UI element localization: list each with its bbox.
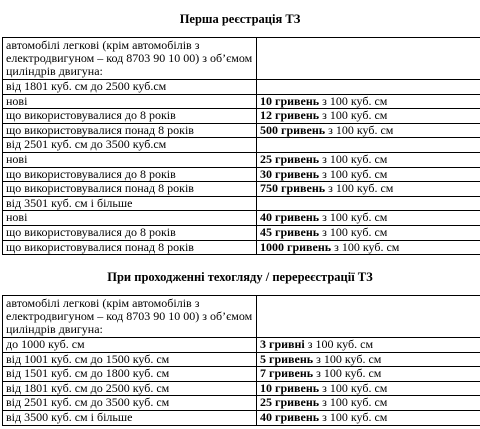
table-row [3, 381, 480, 396]
rate-amount: 5 гривень [260, 352, 314, 366]
row-label-cell: нові [3, 152, 257, 167]
rate-cell [257, 152, 480, 167]
rate-unit: з 100 куб. см [319, 395, 388, 410]
row-label-cell: що використовувалися понад 8 років [3, 123, 257, 138]
rate-cell [257, 94, 480, 109]
rate-unit: з 100 куб. см [313, 352, 382, 366]
empty-cell [257, 38, 480, 80]
first-registration-rates-body [3, 38, 480, 255]
rate-cell [257, 225, 480, 240]
rate-cell [257, 182, 480, 197]
rate-cell [257, 338, 480, 353]
table-row [3, 410, 480, 425]
inspection-rates-body [3, 296, 480, 426]
rate-cell [257, 352, 480, 367]
inspection-rates-table [2, 295, 480, 426]
rate-cell [257, 410, 480, 425]
rate-amount: 25 гривень [260, 395, 320, 410]
table-row [3, 152, 480, 167]
rate-unit: з 100 куб. см [304, 337, 374, 351]
rate-cell [257, 109, 480, 124]
row-label-cell: що використовувалися до 8 років [3, 167, 257, 182]
table-row [3, 296, 480, 338]
section-title-inspection-reregistration: При проходженні техогляду / перереєстрації ТЗ [107, 270, 373, 284]
rate-amount: 500 гривень [260, 123, 326, 137]
rate-unit: з 100 куб. см [319, 410, 388, 424]
row-label-cell: що використовувалися понад 8 років [3, 182, 257, 197]
table-row [3, 109, 480, 124]
rate-cell [257, 138, 480, 153]
rate-unit: з 100 куб. см [319, 381, 388, 395]
table-row [3, 123, 480, 138]
rate-amount: 12 гривень [260, 108, 320, 123]
rate-unit: з 100 куб. см [319, 94, 388, 108]
rate-cell [257, 167, 480, 182]
intro-cell: автомобілі легкові (крім автомобілів з електродвигуном – код 8703 90 10 00) з об’ємом циліндрів двигуна: [3, 296, 257, 338]
row-label-cell: від 1801 куб. см до 2500 куб. см [3, 381, 257, 396]
rate-unit: з 100 куб. см [319, 167, 388, 181]
row-label-cell: що використовувалися до 8 років [3, 109, 257, 124]
row-label-cell: нові [3, 211, 257, 226]
rate-amount: 40 гривень [260, 410, 320, 424]
rate-unit: з 100 куб. см [319, 210, 388, 225]
row-label-cell: від 3501 куб. см і більше [3, 196, 257, 211]
table-row [3, 396, 480, 411]
row-label-cell: від 3500 куб. см і більше [3, 410, 257, 425]
row-label-cell: від 2501 куб. см до 3500 куб. см [3, 396, 257, 411]
rate-amount: 1000 гривень [260, 240, 332, 254]
rate-cell [257, 240, 480, 255]
rate-cell [257, 80, 480, 95]
rate-cell [257, 211, 480, 226]
table-row [3, 182, 480, 197]
row-label-cell: нові [3, 94, 257, 109]
rate-unit: з 100 куб. см [319, 225, 388, 239]
rate-amount: 3 гривні [260, 337, 305, 351]
row-label-cell: що використовувалися понад 8 років [3, 240, 257, 255]
table-row [3, 240, 480, 255]
rate-unit: з 100 куб. см [313, 366, 382, 381]
rate-amount: 750 гривень [260, 181, 326, 196]
intro-cell: автомобілі легкові (крім автомобілів з електродвигуном – код 8703 90 10 00) з об’ємом циліндрів двигуна: [3, 38, 257, 80]
rate-cell [257, 396, 480, 411]
first-registration-rates-table [2, 37, 480, 255]
rate-cell [257, 196, 480, 211]
table-row [3, 167, 480, 182]
table-row [3, 80, 480, 95]
rate-amount: 25 гривень [260, 152, 320, 166]
row-label-cell: від 1501 куб. см до 1800 куб. см [3, 367, 257, 382]
rate-amount: 40 гривень [260, 210, 320, 225]
table-row [3, 211, 480, 226]
row-label-cell: від 1001 куб. см до 1500 куб. см [3, 352, 257, 367]
rate-unit: з 100 куб. см [325, 123, 394, 137]
rate-amount: 45 гривень [260, 225, 320, 239]
empty-cell [257, 296, 480, 338]
rate-cell [257, 123, 480, 138]
rate-amount: 7 гривень [260, 366, 314, 381]
table-row [3, 38, 480, 80]
rate-amount: 10 гривень [260, 94, 320, 108]
rate-unit: з 100 куб. см [325, 181, 394, 196]
rate-amount: 10 гривень [260, 381, 320, 395]
table-row [3, 367, 480, 382]
table-row [3, 138, 480, 153]
table-row [3, 338, 480, 353]
table-row [3, 352, 480, 367]
rate-cell [257, 367, 480, 382]
section-title-first-registration: Перша реєстрація ТЗ [179, 12, 301, 26]
rate-unit: з 100 куб. см [319, 108, 388, 123]
table-row [3, 196, 480, 211]
row-label-cell: до 1000 куб. см [3, 338, 257, 353]
row-label-cell: що використовувалися до 8 років [3, 225, 257, 240]
rate-cell [257, 381, 480, 396]
rate-unit: з 100 куб. см [331, 240, 400, 254]
rate-amount: 30 гривень [260, 167, 320, 181]
table-row [3, 225, 480, 240]
row-label-cell: від 2501 куб. см до 3500 куб.см [3, 138, 257, 153]
row-label-cell: від 1801 куб. см до 2500 куб.см [3, 80, 257, 95]
table-row [3, 94, 480, 109]
rate-unit: з 100 куб. см [319, 152, 388, 166]
